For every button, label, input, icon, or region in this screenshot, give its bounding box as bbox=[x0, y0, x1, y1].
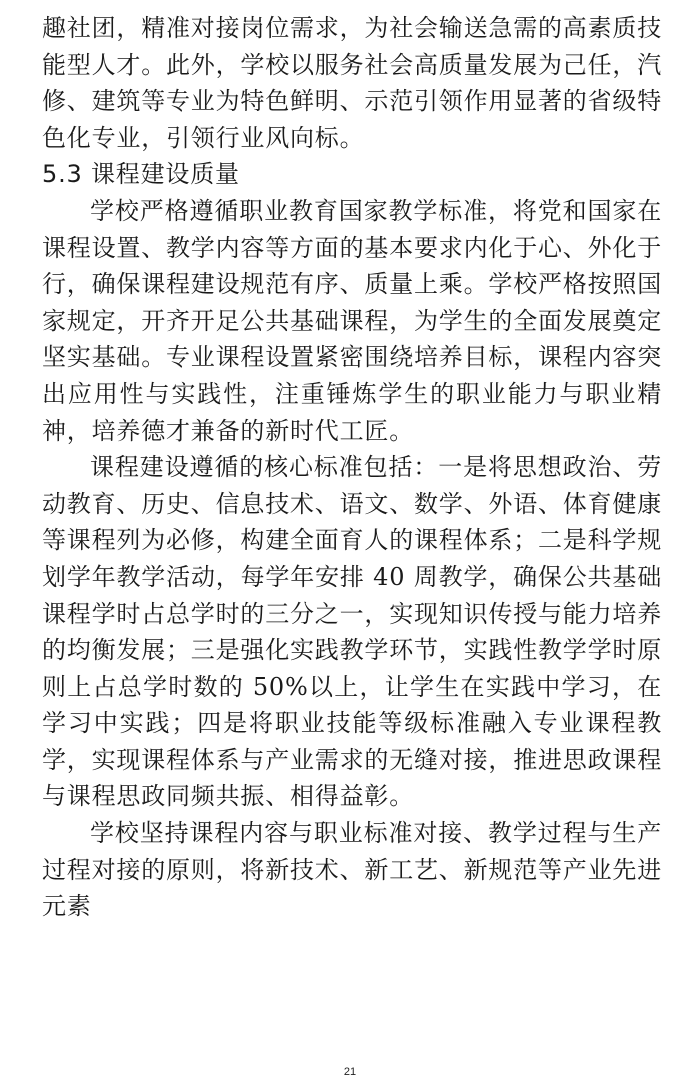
paragraph-course-standards: 学校严格遵循职业教育国家教学标准，将党和国家在课程设置、教学内容等方面的基本要求内化于心、外化于行，确保课程建设规范有序、质量上乘。学校严格按照国家规定，开齐开足公共基础课程，为学生的全面发展奠定坚实基础。专业课程设置紧密围绕培养目标，课程内容突出应用性与实践性，注重锤炼学生的职业能力与职业精神，培养德才兼备的新时代工匠。 bbox=[42, 196, 662, 445]
paragraph-continued: 趣社团，精准对接岗位需求，为社会输送急需的高素质技能型人才。此外，学校以服务社会高质量发展为己任，汽修、建筑等专业为特色鲜明、示范引领作用显著的省级特色化专业，引领行业风向标。 bbox=[42, 14, 662, 152]
paragraph-core-criteria: 课程建设遵循的核心标准包括：一是将思想政治、劳动教育、历史、信息技术、语文、数学、外语、体育健康等课程列为必修，构建全面育人的课程体系；二是科学规划学年教学活动，每学年安排 40 周教学，确保公共基础课程学时占总学时的三分之一，实现知识传授与能力培养的均衡发展；三是强化实践教学环节，实践性教学学时原则上占总学时数的 50%以上，让学生在实践中学习，在学习中实践；四是将职业技能等级标准融入专业课程教学，实现课程体系与产业需求的无缝对接，推进思政课程与课程思政同频共振、相得益彰。 bbox=[42, 453, 662, 811]
page-number: 21 bbox=[343, 1066, 357, 1078]
page-content bbox=[42, 10, 662, 925]
paragraph-curriculum-alignment: 学校坚持课程内容与职业标准对接、教学过程与生产过程对接的原则，将新技术、新工艺、新规范等产业先进元素 bbox=[42, 819, 662, 921]
section-heading: 5.3 课程建设质量 bbox=[42, 160, 240, 189]
